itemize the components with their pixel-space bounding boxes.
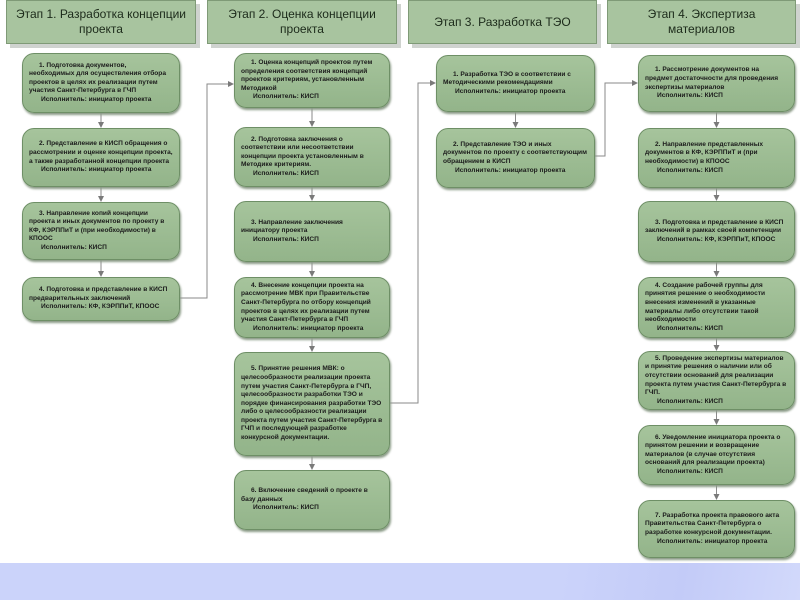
step-executor: Исполнитель: КФ, КЭРППиТ, КПООС xyxy=(657,235,776,243)
stage-3-step-1 xyxy=(436,55,595,112)
step-executor: Исполнитель: инициатор проекта xyxy=(253,324,364,332)
step-text: 6. Уведомление инициатора проекта о принятом решении и возвращение материалов (в случае отсутствия оснований для реализации проекта) xyxy=(645,433,781,467)
connector-arrow xyxy=(180,84,233,298)
step-executor: Исполнитель: КИСП xyxy=(657,324,723,332)
step-text: 3. Направление копий концепции проекта и иных документов по проекту в КФ, КЭРППиТ и (при необходимости) в КПООС xyxy=(29,209,165,243)
stage-4-step-4 xyxy=(638,277,795,338)
step-executor: Исполнитель: КИСП xyxy=(657,166,723,174)
step-text: 3. Направление заключения инициатору проекта xyxy=(241,218,343,235)
stage-2-step-4 xyxy=(234,277,390,338)
step-text: 1. Оценка концепций проектов путем определения соответствия концепций проектов критериям, установленным Методикой xyxy=(241,59,373,92)
step-executor: Исполнитель: КИСП xyxy=(253,169,319,177)
step-text: 5. Принятие решения МВК: о целесообразности реализации проекта путем участия Санкт-Петербурга в ГЧП, целесообразности разработки ТЭО и порядке финансирования разработки ТЭО либо о целесообразности реализации проекта путем участия Санкт-Петербурга в ГЧП и последующей разработке конкурсной документации. xyxy=(241,365,383,442)
step-executor: Исполнитель: КИСП xyxy=(657,467,723,475)
stage-2-step-5 xyxy=(234,352,390,456)
step-executor: Исполнитель: инициатор проекта xyxy=(41,95,152,103)
stage-4-step-7 xyxy=(638,500,795,558)
stage-4-step-2 xyxy=(638,128,795,188)
stage-2-step-1 xyxy=(234,53,390,108)
stage-4-step-6 xyxy=(638,425,795,485)
step-executor: Исполнитель: инициатор проекта xyxy=(455,87,566,95)
connector-arrow xyxy=(390,83,435,403)
stage-4-step-5 xyxy=(638,351,795,410)
step-executor: Исполнитель: КИСП xyxy=(657,92,723,100)
stage-3-step-2 xyxy=(436,128,595,188)
step-executor: Исполнитель: инициатор проекта xyxy=(657,537,768,545)
step-text: 2. Представление ТЭО и иных документов по проекту с соответствующим обращением в КИСП xyxy=(443,140,587,165)
step-text: 1. Разработка ТЭО в соответствии с Методическими рекомендациями xyxy=(443,70,571,87)
step-text: 1. Подготовка документов, необходимых для осуществления отбора проектов в целях их реализации путем участия Санкт-Петербурга в ГЧП xyxy=(29,61,166,95)
step-executor: Исполнитель: КИСП xyxy=(657,397,723,405)
stage-4-step-1 xyxy=(638,55,795,112)
step-text: 3. Подготовка и представление в КИСП заключений в рамках своей компетенции xyxy=(645,218,784,235)
step-text: 2. Направление представленных документов в КФ, КЭРППиТ и (при необходимости) в КПООС xyxy=(645,140,764,165)
stage-1-step-3 xyxy=(22,202,180,260)
step-executor: Исполнитель: КИСП xyxy=(253,93,319,101)
step-text: 2. Подготовка заключения о соответствии или несоответствии концепции проекта установленным в Методике критериям. xyxy=(241,135,364,169)
step-executor: Исполнитель: инициатор проекта xyxy=(41,166,152,174)
step-text: 2. Представление в КИСП обращения о рассмотрении и оценке концепции проекта, а также разработанной концепции проекта xyxy=(29,140,173,165)
stage-3-header: Этап 3. Разработка ТЭО xyxy=(408,0,597,44)
step-text: 5. Проведение экспертизы материалов и принятие решения о наличии или об отсутствии оснований для реализации проекта путем участия Санкт-Петербурга в ГЧП. xyxy=(645,354,787,397)
step-text: 4. Подготовка и представление в КИСП предварительных заключений xyxy=(29,286,168,302)
step-text: 7. Разработка проекта правового акта Правительства Санкт-Петербурга о разработке конкурсной документации. xyxy=(645,511,780,536)
step-text: 4. Создание рабочей группы для принятия решение о необходимости внесения изменений в указанные материалы либо отсутствии такой необходимости xyxy=(645,281,766,324)
step-text: 4. Внесение концепции проекта на рассмотрение МВК при Правительстве Санкт-Петербурга по отбору концепций проектов в целях их реализации путем участия Санкт-Петербурга в ГЧП xyxy=(241,281,371,324)
stage-1-header: Этап 1. Разработка концепции проекта xyxy=(6,0,196,44)
stage-1-step-1 xyxy=(22,53,180,113)
stage-1-step-4 xyxy=(22,277,180,321)
step-executor: Исполнитель: КФ, КЭРППиТ, КПООС xyxy=(41,303,160,311)
stage-1-step-2 xyxy=(22,128,180,187)
step-executor: Исполнитель: КИСП xyxy=(253,235,319,243)
connector-arrow xyxy=(595,83,637,156)
stage-4-step-3 xyxy=(638,201,795,262)
stage-4-header: Этап 4. Экспертиза материалов xyxy=(607,0,796,44)
step-text: 1. Рассмотрение документов на предмет достаточности для проведения экспертизы материалов xyxy=(645,66,779,91)
stage-2-step-2 xyxy=(234,127,390,187)
stage-2-step-3 xyxy=(234,201,390,262)
stage-2-header: Этап 2. Оценка концепции проекта xyxy=(207,0,397,44)
stage-2-step-6 xyxy=(234,470,390,530)
step-executor: Исполнитель: КИСП xyxy=(41,243,107,251)
step-executor: Исполнитель: инициатор проекта xyxy=(455,166,566,174)
step-executor: Исполнитель: КИСП xyxy=(253,504,319,512)
step-text: 6. Включение сведений о проекте в базу данных xyxy=(241,487,368,503)
